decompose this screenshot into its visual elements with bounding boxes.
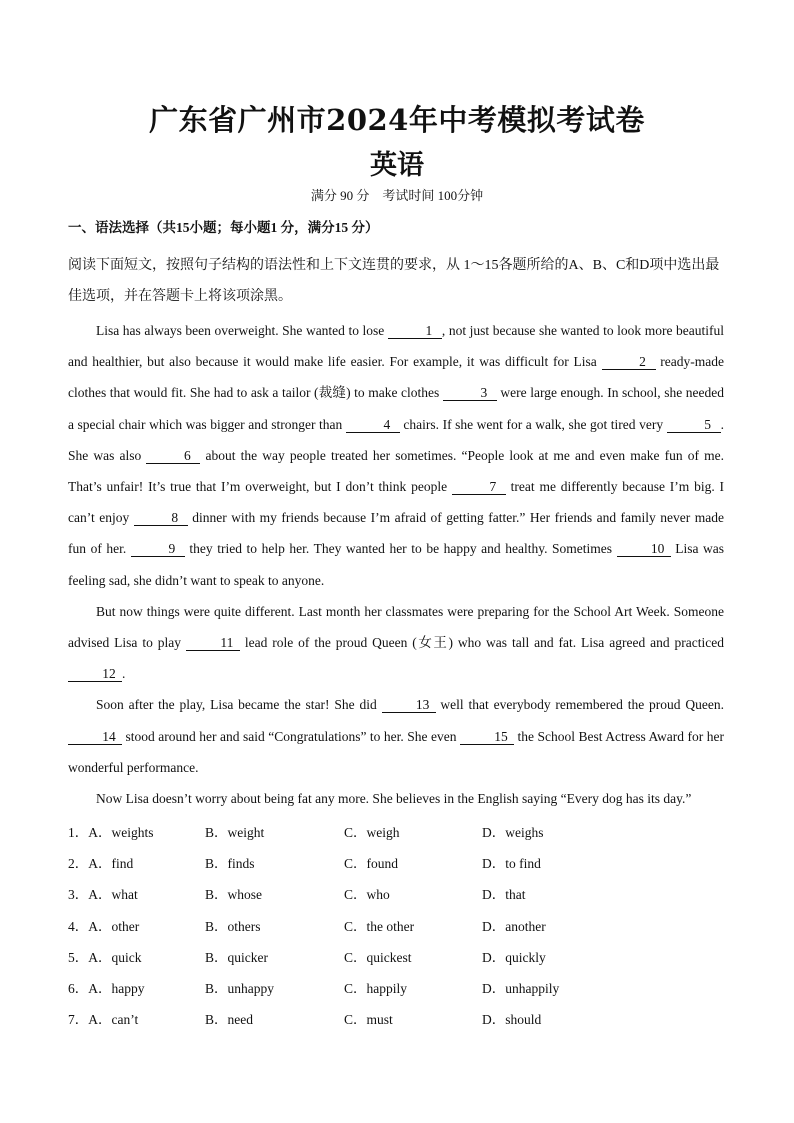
passage-text: Soon after the play, Lisa became the star! She did: [96, 697, 382, 713]
blank-2: 2: [602, 354, 656, 370]
passage-text: .: [122, 666, 126, 682]
blank-9: 9: [131, 541, 185, 557]
option-row-4: [68, 909, 728, 940]
option-row-6: [68, 971, 728, 1002]
passage-text: But now things were quite different. Last month her classmates were preparing for the School Art Week. Someone advised Lisa to play: [68, 603, 724, 651]
cloze-passage: [68, 315, 724, 814]
option-c: C．weigh: [344, 825, 400, 840]
option-row-5: [68, 940, 728, 971]
question-number: 3．: [68, 887, 89, 903]
blank-6: 6: [146, 448, 200, 464]
passage-text: , not just because she wanted to look more beautiful and healthier, but also because it would make life easier. For example, it was difficult for Lisa: [68, 323, 724, 370]
option-row-3: [68, 877, 728, 908]
blank-5: 5: [667, 417, 721, 433]
option-c: C．must: [344, 1012, 393, 1028]
passage-text: stood around her and said “Congratulations” to her. She even: [122, 728, 461, 744]
option-d: D．to find: [482, 856, 541, 872]
passage-paragraph-1: [68, 315, 724, 596]
passage-text: . She was also: [68, 416, 724, 463]
passage-text: ready-made clothes that would fit. She had to ask a tailor (裁缝) to make clothes: [68, 354, 724, 401]
passage-text: Lisa has always been overweight. She wanted to lose: [96, 323, 388, 338]
option-row-7: [68, 1002, 728, 1033]
option-d: D．another: [482, 918, 546, 934]
option-a: [68, 1008, 138, 1028]
passage-text: the School Best Actress Award for her wonderful performance.: [68, 728, 725, 775]
option-a-text: A．can’t: [88, 1012, 139, 1028]
blank-1: 1: [388, 323, 442, 339]
option-a-text: A．what: [88, 887, 138, 903]
option-a: [68, 852, 133, 872]
exam-meta: 满分 90 分 考试时间 100分钟: [310, 188, 484, 203]
blank-4: 4: [346, 417, 400, 433]
blank-8: 8: [134, 510, 188, 526]
option-a: [68, 946, 142, 966]
option-b: B．unhappy: [205, 980, 274, 996]
blank-3: 3: [443, 385, 497, 401]
section-heading: 一、语法选择（共15小题；每小题1 分，满分15 分）: [68, 220, 379, 235]
passage-paragraph-4: [68, 783, 724, 814]
option-b: B．finds: [205, 856, 255, 872]
question-number: 2．: [68, 856, 89, 872]
option-d: D．should: [482, 1012, 542, 1028]
option-b: B．need: [205, 1012, 253, 1028]
option-a: [68, 977, 145, 997]
option-a-text: A．weights: [88, 825, 154, 840]
option-c: C．who: [344, 887, 390, 903]
option-c: C．found: [344, 856, 398, 872]
option-row-1: [68, 815, 728, 846]
blank-14: 14: [68, 729, 122, 745]
option-b: B．others: [205, 918, 261, 934]
option-a: [68, 821, 154, 841]
passage-text: well that everybody remembered the proud Queen.: [435, 697, 724, 713]
blank-10: 10: [617, 541, 671, 557]
option-a-text: A．other: [88, 918, 140, 934]
option-row-2: [68, 846, 728, 877]
option-d: D．quickly: [482, 949, 546, 965]
question-number: 4．: [68, 918, 89, 934]
passage-paragraph-2: [68, 596, 724, 690]
option-c: C．the other: [344, 918, 415, 934]
passage-paragraph-3: [68, 689, 724, 783]
question-number: 5．: [68, 949, 89, 965]
option-d: D．that: [482, 887, 526, 903]
option-b: B．quicker: [205, 949, 268, 965]
option-a: [68, 883, 138, 903]
passage-text: Lisa was feeling sad, she didn’t want to speak to anyone.: [68, 541, 724, 588]
blank-15: 15: [460, 729, 514, 745]
option-b: B．whose: [205, 887, 262, 903]
question-number: 1．: [68, 825, 89, 840]
option-c: C．happily: [344, 980, 407, 996]
passage-text: Now Lisa doesn’t worry about being fat any more. She believes in the English saying “Every dog has its day.”: [96, 791, 692, 807]
passage-text: dinner with my friends because I’m afraid of getting fatter.” Her friends and family never made fun of her.: [68, 510, 724, 557]
blank-11: 11: [186, 635, 240, 651]
passage-text: they tried to help her. They wanted her to be happy and healthy. Sometimes: [184, 541, 617, 557]
option-d: D．weighs: [482, 825, 544, 840]
option-a: [68, 915, 139, 935]
option-a-text: A．find: [88, 856, 134, 872]
blank-12: 12: [68, 666, 122, 682]
passage-text: were large enough. In school, she needed a special chair which was bigger and stronger than: [68, 385, 724, 432]
answer-options: [68, 815, 728, 1033]
blank-13: 13: [382, 697, 436, 713]
passage-text: treat me differently because I’m big. I can’t enjoy: [68, 479, 724, 526]
question-number: 6．: [68, 980, 89, 996]
option-d: D．unhappily: [482, 980, 560, 996]
option-b: B．weight: [205, 825, 265, 840]
passage-text: about the way people treated her sometimes. “People look at me and even make fun of me. That’s unfair! It’s true that I’m overweight, but I don’t think people: [68, 447, 724, 495]
question-number: 7．: [68, 1012, 89, 1028]
exam-subject: 英语: [370, 150, 424, 181]
exam-title: 广东省广州市2024年中考模拟考试卷: [149, 103, 645, 137]
passage-text: lead role of the proud Queen (女王) who was tall and fat. Lisa agreed and practiced: [239, 635, 724, 651]
blank-7: 7: [452, 479, 506, 495]
option-a-text: A．happy: [88, 980, 145, 996]
section-instruction: 阅读下面短文，按照句子结构的语法性和上下文连贯的要求，从 1～15各题所给的A、B、C和D项中选出最佳选项，并在答题卡上将该项涂黑。: [68, 258, 720, 304]
passage-text: chairs. If she went for a walk, she got tired very: [399, 416, 667, 432]
option-a-text: A．quick: [88, 949, 142, 965]
option-c: C．quickest: [344, 949, 412, 965]
